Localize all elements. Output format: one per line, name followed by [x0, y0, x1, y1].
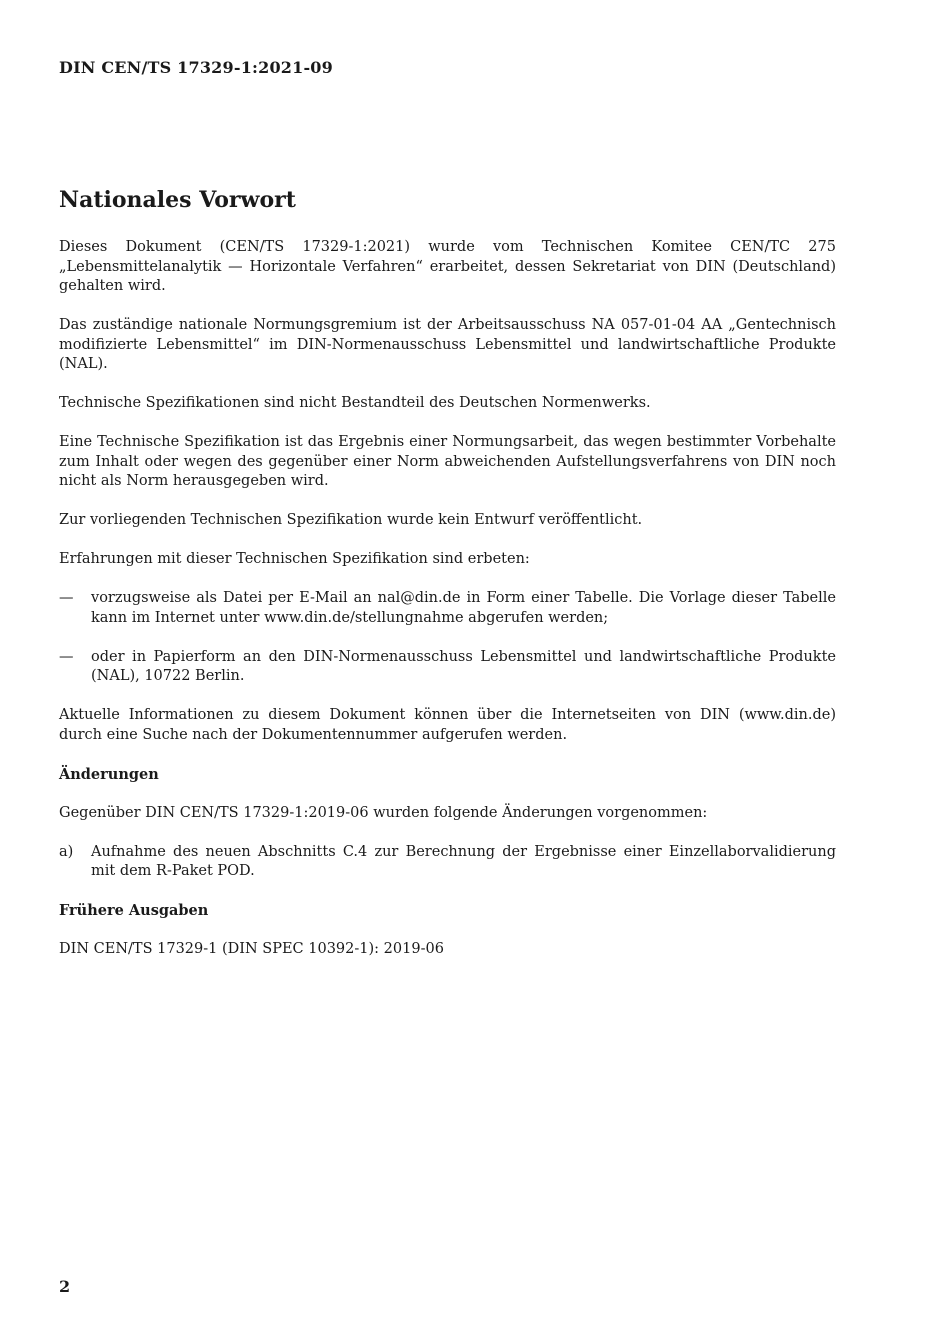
changes-list-item [59, 843, 836, 882]
paragraph: Dieses Dokument (CEN/TS 17329-1:2021) wurde vom Technischen Komitee CEN/TC 275 „Lebensmittelanalytik — Horizontale Verfahren“ erarbeitet, dessen Sekretariat von DIN (Deutschland) gehalten wird. [59, 239, 836, 294]
info-paragraph: Aktuelle Informationen zu diesem Dokument können über die Internetseiten von DIN (www.din.de) durch eine Suche nach der Dokumentennummer aufgerufen werden. [59, 707, 836, 743]
document-header-id: DIN CEN/TS 17329-1:2021-09 [59, 58, 333, 77]
paragraph: Eine Technische Spezifikation ist das Ergebnis einer Normungsarbeit, das wegen bestimmter Vorbehalte zum Inhalt oder wegen des gegenüber einer Norm abweichenden Aufstellungsverfahrens von DIN noch nicht als Norm herausgegeben wird. [59, 434, 836, 489]
paragraph: Das zuständige nationale Normungsgremium ist der Arbeitsausschuss NA 057-01-04 AA „Gentechnisch modifizierte Lebensmittel“ im DIN-Normenausschuss Lebensmittel und landwirtschaftliche Produkte (NAL). [59, 317, 836, 372]
document-page [59, 0, 836, 1343]
letter-marker: a) [59, 843, 74, 860]
dash-marker: — [59, 648, 74, 665]
list-item-text: vorzugsweise als Datei per E-Mail an nal@din.de in Form einer Tabelle. Die Vorlage dieser Tabelle kann im Internet unter www.din.de/stellungnahme abgerufen werden; [91, 590, 836, 626]
changes-intro: Gegenüber DIN CEN/TS 17329-1:2019-06 wurden folgende Änderungen vorgenommen: [59, 804, 708, 821]
dash-marker: — [59, 590, 74, 606]
section-title: Nationales Vorwort [59, 187, 296, 213]
previous-editions-text: DIN CEN/TS 17329-1 (DIN SPEC 10392-1): 2019-06 [59, 941, 444, 957]
feedback-list-item [59, 648, 836, 687]
page-number: 2 [59, 1277, 71, 1296]
feedback-list-item [59, 589, 836, 628]
paragraph: Erfahrungen mit dieser Technischen Spezifikation sind erbeten: [59, 551, 530, 567]
changes-heading: Änderungen [59, 765, 159, 783]
list-item-text: oder in Papierform an den DIN-Normenausschuss Lebensmittel und landwirtschaftliche Produkte (NAL), 10722 Berlin. [91, 648, 836, 684]
list-item-text: Aufnahme des neuen Abschnitts C.4 zur Berechnung der Ergebnisse einer Einzellaborvalidierung mit dem R-Paket POD. [91, 843, 836, 879]
paragraph: Zur vorliegenden Technischen Spezifikation wurde kein Entwurf veröffentlicht. [59, 512, 643, 528]
paragraph: Technische Spezifikationen sind nicht Bestandteil des Deutschen Normenwerks. [59, 395, 651, 411]
section-content [59, 238, 836, 979]
previous-editions-heading: Frühere Ausgaben [59, 902, 209, 919]
